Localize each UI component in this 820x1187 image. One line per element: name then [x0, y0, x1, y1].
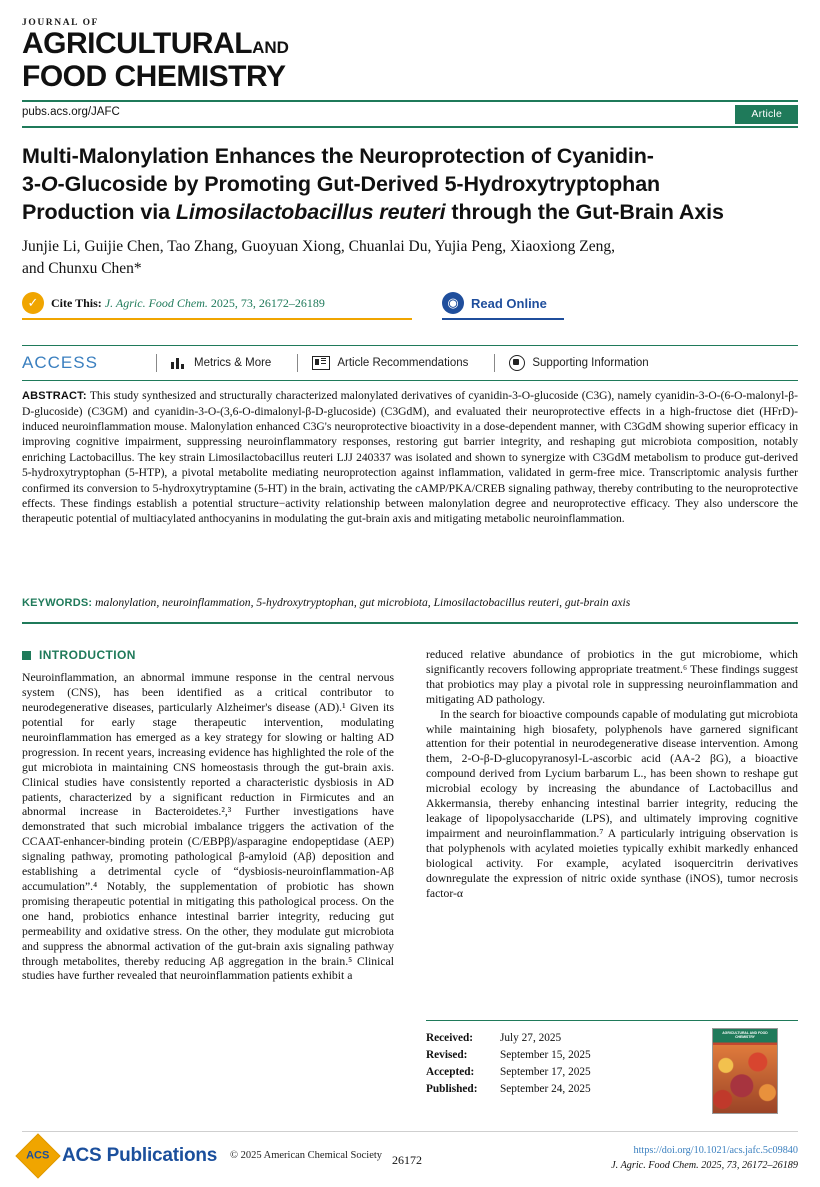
- title-line-3c: through the Gut-Brain Axis: [445, 200, 724, 225]
- access-bar: [22, 345, 798, 381]
- section-heading-introduction: [22, 648, 394, 663]
- cite-underline: [22, 318, 412, 320]
- cite-citation: 2025, 73, 26172–26189: [207, 295, 325, 310]
- publication-dates: [426, 1030, 666, 1098]
- keywords-text: malonylation, neuroinflammation, 5-hydroxytryptophan, gut microbiota, Limosilactobacillus reuteri, gut-brain axis: [95, 596, 631, 609]
- supporting-label: Supporting Information: [532, 357, 649, 369]
- page-number: 26172: [392, 1153, 422, 1167]
- masthead-and: AND: [252, 38, 289, 57]
- received-row: [426, 1030, 666, 1047]
- read-online-underline: [442, 318, 564, 320]
- title-line-3-species: Limosilactobacillus reuteri: [175, 200, 446, 225]
- journal-masthead: [22, 18, 798, 92]
- author-line-1: Junjie Li, Guijie Chen, Tao Zhang, Guoyuan Xiong, Chuanlai Du, Yujia Peng, Xiaoxiong Zeng,: [22, 238, 615, 255]
- doi-block: [611, 1144, 798, 1174]
- journal-cover-thumbnail: [712, 1028, 778, 1114]
- paragraph: In the search for bioactive compounds capable of modulating gut microbiota while maintaining high biosafety, polyphenols have garnered significant attention for their potential in neurodegenerative disease intervention. Among them, 2-O-β-D-glucopyranosyl-L-ascorbic acid (AA-2 βG), a bioactive compound derived from Lycium barbarum L., has been shown to reshape gut microbial ecology by increasing the abundance of Lactobacillus and Akkermansia, thereby enhancing intestinal barrier integrity, reducing the leakage of lipopolysaccharide (LPS), and ultimately improving cognitive impairment and neuroinflammation.⁷ A particularly intriguing observation is that polyphenols with acylated moieties typically exhibit markedly enhanced biological activity. For example, acylated isoquercitrin derivatives downregulate the expression of nitric oxide synthase (iNOS), tumor necrosis factor-α: [426, 707, 798, 900]
- divider: [494, 354, 495, 372]
- masthead-agricultural: AGRICULTURAL: [22, 27, 253, 60]
- accepted-value: September 17, 2025: [500, 1065, 591, 1078]
- supporting-information-link[interactable]: [509, 355, 648, 371]
- accepted-label: Accepted:: [426, 1065, 475, 1078]
- revised-value: September 15, 2025: [500, 1048, 591, 1061]
- author-line-2: and Chunxu Chen*: [22, 260, 142, 277]
- title-line-2a: 3-: [22, 172, 41, 197]
- journal-of-label: JOURNAL OF: [22, 18, 99, 28]
- accepted-row: [426, 1064, 666, 1081]
- abstract-text: This study synthesized and structurally characterized malonylated derivatives of cyanidin-3-O-glucoside (C3G), namely cyanidin-3-O-(6-O-malonyl-β-D-glucoside) (C3GM) and cyanidin-3-O-(3,6-O-dimalonyl-β-D-glucoside) (C3GdM), and evaluated their neuroprotective effects in a high-fructose diet (HFrD)-induced neuroinflammation mouse. Malonylation enhanced C3G's neuroprotective bioactivity in a dose-dependent manner, with C3GdM showing superior efficacy in improving cognitive impairment, suppressing neuroinflammatory responses, restoring gut barrier integrity, and reshaping gut microbiota composition, notably enriching Lactobacillus. The key strain Limosilactobacillus reuteri LJJ 240337 was isolated and shown to synergize with C3GdM metabolism to produce gut-derived 5-hydroxytryptophan (5-HTP), a pivotal metabolite mediating neuroprotection against inflammation, validated in germ-free mice. Transcriptomic analysis further confirmed its conversion to 5-hydroxytryptamine (5-HT) in the brain, activating the cAMP/PKA/CREB signaling pathway, thereby contributing to the neuroprotective effects. These findings establish a potential structure−activity relationship between malonylation degree and neuroprotective efficacy. They also underscore the therapeutic potential of multiacylated anthocyanins in modulating the gut-brain axis and mitigating metabolic neuroinflammation.: [22, 389, 798, 526]
- published-value: September 24, 2025: [500, 1082, 591, 1095]
- body-column-right: [426, 648, 798, 901]
- doi-link[interactable]: https://doi.org/10.1021/acs.jafc.5c09840: [633, 1145, 798, 1156]
- cite-this-text: [51, 296, 325, 311]
- acs-publications-logo[interactable]: [22, 1140, 217, 1172]
- acs-publications-label: ACS Publications: [62, 1145, 218, 1166]
- received-value: July 27, 2025: [500, 1032, 562, 1044]
- keywords-label: KEYWORDS:: [22, 597, 93, 609]
- cover-artwork: [713, 1045, 777, 1113]
- cite-this-group[interactable]: [22, 292, 325, 314]
- author-list: [22, 236, 798, 280]
- read-online-label: Read Online: [471, 295, 547, 311]
- masthead-line-2: FOOD CHEMISTRY: [22, 59, 286, 93]
- recommendations-label: Article Recommendations: [337, 357, 469, 369]
- copyright-text: © 2025 American Chemical Society: [230, 1150, 383, 1161]
- acs-diamond-icon: ACS: [15, 1133, 60, 1178]
- section-square-icon: [22, 651, 31, 660]
- article-icon: [312, 356, 330, 370]
- title-line-2c: -Glucoside by Promoting Gut-Derived 5-Hydroxytryptophan: [57, 172, 661, 197]
- title-line-1: Multi-Malonylation Enhances the Neuroprotection of Cyanidin-: [22, 144, 654, 168]
- divider: [156, 354, 157, 372]
- cite-this-label: Cite This:: [51, 295, 102, 310]
- journal-reference: J. Agric. Food Chem. 2025, 73, 26172–26189: [611, 1159, 798, 1171]
- published-label: Published:: [426, 1082, 478, 1095]
- article-type-badge: Article: [735, 105, 798, 124]
- divider: [297, 354, 298, 372]
- abstract-label: ABSTRACT:: [22, 390, 87, 402]
- access-label[interactable]: ACCESS: [22, 353, 98, 372]
- keywords-divider: [22, 622, 798, 624]
- article-recommendations-link[interactable]: [312, 356, 468, 370]
- paragraph: reduced relative abundance of probiotics in the gut microbiome, which significantly recovers following appropriate treatment.⁶ These findings suggest that probiotics may play a pivotal role in suppressing neuroinflammation and mitigating AD pathology.: [426, 648, 798, 706]
- abstract-block: [22, 388, 798, 527]
- info-circle-icon: [509, 355, 525, 371]
- footer-divider: [22, 1131, 798, 1132]
- page-title: [22, 142, 798, 226]
- metrics-and-more-link[interactable]: [171, 357, 271, 369]
- section-heading-label: INTRODUCTION: [39, 648, 136, 662]
- cite-bar: [22, 292, 798, 322]
- body-column-left: [22, 648, 394, 984]
- pubs-divider: [22, 126, 798, 128]
- masthead-divider: [22, 100, 798, 102]
- read-online-button[interactable]: [442, 292, 547, 314]
- revised-row: [426, 1047, 666, 1064]
- received-label: Received:: [426, 1032, 474, 1044]
- received-divider: [426, 1020, 798, 1021]
- check-circle-icon: ✓: [22, 292, 44, 314]
- globe-icon: ◉: [442, 292, 464, 314]
- revised-label: Revised:: [426, 1048, 468, 1061]
- cover-thumbnail-title: AGRICULTURAL AND FOOD CHEMISTRY: [722, 1031, 768, 1040]
- masthead-line-1: [22, 29, 798, 60]
- title-line-2-italic-o: O: [40, 172, 58, 197]
- paragraph: Neuroinflammation, an abnormal immune response in the central nervous system (CNS), has been identified as a critical contributor to neurodegenerative diseases, particularly Alzheimer's disease (AD).¹ Given its potential for early stage therapeutic intervention, modulating neuroinflammation has emerged as a key strategy for slowing or halting AD progression. In recent years, increasing evidence has highlighted the role of the gut microbiota in maintaining CNS homeostasis through the gut-brain axis. Clinical studies have consistently reported a characteristic dysbiosis in AD patients, characterized by a significant reduction in Firmicutes and an abnormal increase in Bacteroidetes.²,³ Further investigations have demonstrated that such microbial imbalance triggers the activation of the CCAAT-enhancer-binding protein (C/EBPβ)/asparagine endopeptidase (AEP) signaling pathway, promoting pathological β-amyloid (Aβ) deposition and establishing a detrimental cycle of “dysbiosis-neuroinflammation-Aβ accumulation”.⁴ Notably, the supplementation of probiotic has shown promising therapeutic potential in mitigating this pathological process. On the one hand, probiotics enhance intestinal barrier integrity, reducing gut permeability and oxidative stress. On the other, they modulate gut microbiota and suppress the abnormal activation of the gut-brain axis signaling pathway through metabolites, thereby reducing Aβ aggregation in the brain.⁵ Clinical studies have further revealed that neuroinflammation patients exhibit a: [22, 671, 394, 983]
- cite-journal-name: J. Agric. Food Chem.: [104, 295, 208, 310]
- keywords-block: [22, 596, 798, 609]
- title-line-3a: Production via: [22, 200, 176, 225]
- bar-chart-icon: [171, 357, 187, 369]
- metrics-label: Metrics & More: [194, 357, 272, 369]
- pubs-url[interactable]: pubs.acs.org/JAFC: [22, 106, 120, 118]
- published-row: [426, 1081, 666, 1098]
